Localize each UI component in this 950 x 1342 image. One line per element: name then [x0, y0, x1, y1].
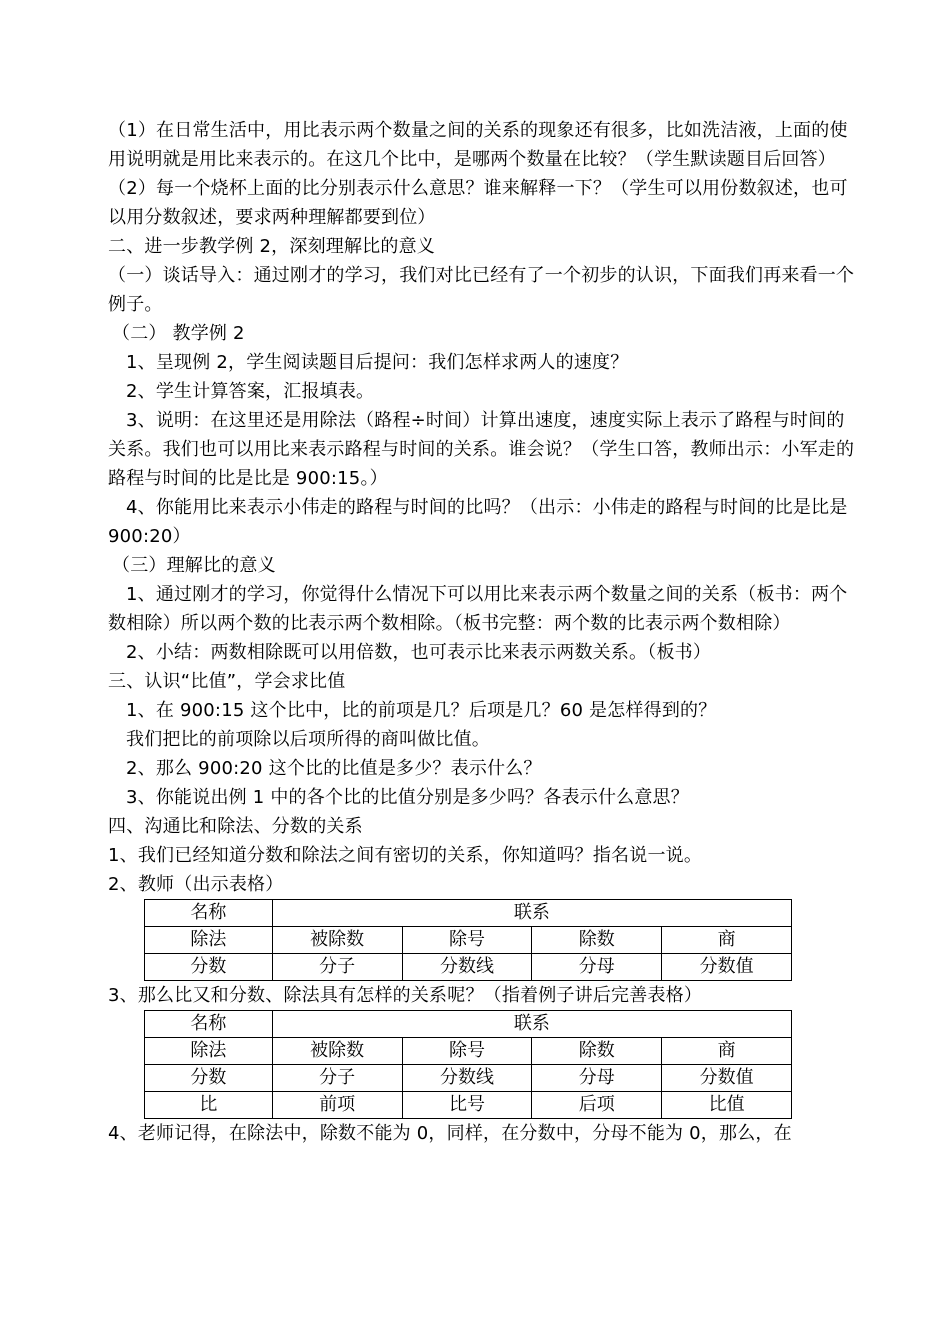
- subsection-heading: （三）理解比的意义: [112, 555, 276, 576]
- relation-table-2: [144, 1010, 792, 1119]
- paragraph: 3、你能说出例 1 中的各个比的比值分别是多少吗？各表示什么意思？: [126, 787, 689, 808]
- table-header-cell: 联系: [272, 1011, 791, 1038]
- paragraph: 2、小结：两数相除既可以用倍数，也可表示比来表示两数关系。（板书）: [126, 642, 712, 663]
- table-cell: 分数线: [402, 1065, 532, 1092]
- paragraph: 2、学生计算答案，汇报填表。: [126, 381, 375, 402]
- table-cell: 商: [662, 927, 792, 954]
- table-cell: 被除数: [272, 1038, 402, 1065]
- paragraph: 1、在 900:15 这个比中，比的前项是几？后项是几？60 是怎样得到的？: [126, 700, 717, 721]
- table-cell: 分子: [272, 1065, 402, 1092]
- paragraph: 2、那么 900:20 这个比的比值是多少？表示什么？: [126, 758, 542, 779]
- paragraph: 3、那么比又和分数、除法具有怎样的关系呢？（指着例子讲后完善表格）: [108, 985, 703, 1006]
- table-row: [145, 900, 792, 927]
- table-cell: 比: [145, 1092, 273, 1119]
- document-page: [108, 116, 856, 1148]
- paragraph: 4、你能用比来表示小伟走的路程与时间的比吗？（出示：小伟走的路程与时间的比是比是 900:20）: [108, 497, 848, 547]
- paragraph: （1）在日常生活中，用比表示两个数量之间的关系的现象还有很多，比如洗洁液，上面的使用说明就是用比来表示的。在这几个比中，是哪两个数量在比较？（学生默读题目后回答）: [108, 120, 848, 170]
- paragraph: 1、我们已经知道分数和除法之间有密切的关系，你知道吗？指名说一说。: [108, 845, 703, 866]
- section-heading: 三、认识“比值”，学会求比值: [108, 671, 346, 692]
- table-row: [145, 1065, 792, 1092]
- table-row: [145, 1011, 792, 1038]
- table-row: [145, 954, 792, 981]
- paragraph: 3、说明：在这里还是用除法（路程÷时间）计算出速度，速度实际上表示了路程与时间的关系。我们也可以用比来表示路程与时间的关系。谁会说？（学生口答，教师出示：小军走的路程与时间的比是比是 900:15。）: [108, 410, 855, 489]
- table-cell: 前项: [272, 1092, 402, 1119]
- paragraph: 1、呈现例 2，学生阅读题目后提问：我们怎样求两人的速度？: [126, 352, 629, 373]
- table-cell: 分数: [145, 954, 273, 981]
- table-cell: 除号: [402, 927, 532, 954]
- paragraph: 1、通过刚才的学习，你觉得什么情况下可以用比来表示两个数量之间的关系（板书：两个数相除）所以两个数的比表示两个数相除。（板书完整：两个数的比表示两个数相除）: [108, 584, 848, 634]
- table-header-cell: 名称: [145, 1011, 273, 1038]
- table-cell: 分母: [532, 1065, 662, 1092]
- table-row: [145, 1092, 792, 1119]
- table-cell: 除数: [532, 927, 662, 954]
- table-cell: 比号: [402, 1092, 532, 1119]
- paragraph: 4、老师记得，在除法中，除数不能为 0，同样，在分数中，分母不能为 0，那么，在: [108, 1123, 792, 1144]
- table-cell: 除号: [402, 1038, 532, 1065]
- table-row: [145, 927, 792, 954]
- subsection-heading: （二） 教学例 2: [112, 323, 245, 344]
- table-cell: 除法: [145, 927, 273, 954]
- relation-table-1: [144, 899, 792, 981]
- table-cell: 分数值: [662, 1065, 792, 1092]
- table-cell: 分数值: [662, 954, 792, 981]
- table-cell: 分子: [272, 954, 402, 981]
- paragraph: 我们把比的前项除以后项所得的商叫做比值。: [126, 729, 490, 750]
- table-cell: 除法: [145, 1038, 273, 1065]
- table-cell: 后项: [532, 1092, 662, 1119]
- paragraph: 2、教师（出示表格）: [108, 874, 284, 895]
- table-cell: 分数线: [402, 954, 532, 981]
- table-cell: 分母: [532, 954, 662, 981]
- table-cell: 被除数: [272, 927, 402, 954]
- paragraph: （2）每一个烧杯上面的比分别表示什么意思？谁来解释一下？（学生可以用份数叙述，也可以用分数叙述，要求两种理解都要到位）: [108, 178, 848, 228]
- section-heading: 二、进一步教学例 2，深刻理解比的意义: [108, 236, 435, 257]
- table-cell: 比值: [662, 1092, 792, 1119]
- table-row: [145, 1038, 792, 1065]
- paragraph: （一）谈话导入：通过刚才的学习，我们对比已经有了一个初步的认识，下面我们再来看一个例子。: [108, 265, 855, 315]
- section-heading: 四、沟通比和除法、分数的关系: [108, 816, 363, 837]
- table-header-cell: 联系: [272, 900, 791, 927]
- table-cell: 除数: [532, 1038, 662, 1065]
- table-cell: 分数: [145, 1065, 273, 1092]
- table-header-cell: 名称: [145, 900, 273, 927]
- table-cell: 商: [662, 1038, 792, 1065]
